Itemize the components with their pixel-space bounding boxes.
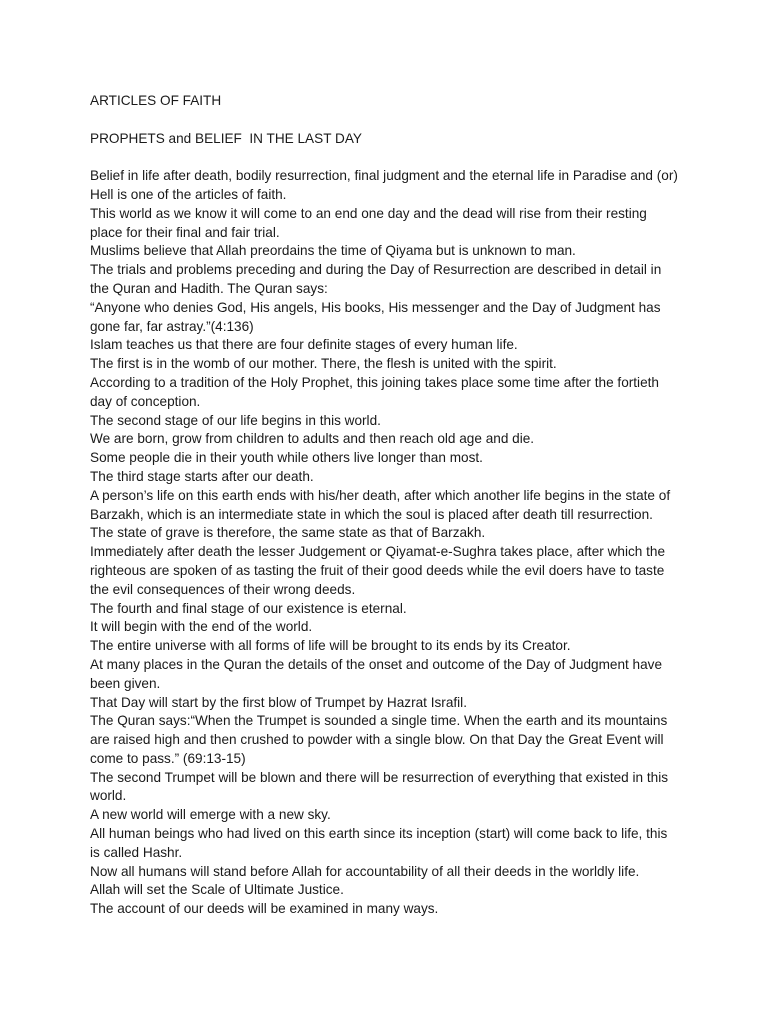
document-title: ARTICLES OF FAITH [90,93,222,108]
paragraph: Some people die in their youth while others live longer than most. [90,450,483,466]
paragraph: The state of grave is therefore, the same state as that of Barzakh. [90,525,486,541]
quote-paragraph: “Anyone who denies God, His angels, His books, His messenger and the Day of Judgment has gone far, far astray.”(4:136) [90,299,661,334]
paragraph: According to a tradition of the Holy Prophet, this joining takes place some time after the fortieth day of conception. [90,374,659,409]
document-page [90,92,680,919]
document-subtitle: PROPHETS and BELIEF IN THE LAST DAY [90,130,362,146]
paragraph: A person’s life on this earth ends with his/her death, after which another life begins in the state of Barzakh, which is an intermediate state in which the soul is placed after death till resurrection. [90,487,671,522]
paragraph: All human beings who had lived on this earth since its inception (start) will come back to life, this is called Hashr. [90,826,668,860]
paragraph: Now all humans will stand before Allah for accountability of all their deeds in the worldly life. [90,863,640,879]
paragraph: It will begin with the end of the world. [90,619,313,635]
paragraph: Islam teaches us that there are four definite stages of every human life. [90,337,518,353]
paragraph: The fourth and final stage of our existence is eternal. [90,600,407,616]
paragraph: We are born, grow from children to adults and then reach old age and die. [90,431,535,447]
paragraph: Muslims believe that Allah preordains the time of Qiyama but is unknown to man. [90,243,576,259]
paragraph: At many places in the Quran the details of the onset and outcome of the Day of Judgment have been given. [90,656,663,691]
paragraph: This world as we know it will come to an end one day and the dead will rise from their resting place for their final and fair trial. [90,205,647,240]
quote-paragraph: The Quran says:“When the Trumpet is sounded a single time. When the earth and its mountains are raised high and then crushed to powder with a single blow. On that Day the Great Event will come to pass.” (69:13-15) [90,713,668,766]
paragraph: A new world will emerge with a new sky. [90,807,331,823]
paragraph: Belief in life after death, bodily resurrection, final judgment and the eternal life in Paradise and (or) Hell is one of the articles of faith. [90,168,678,202]
paragraph: The trials and problems preceding and during the Day of Resurrection are described in detail in the Quran and Hadith. The Quran says: [90,262,662,296]
paragraph: Immediately after death the lesser Judgement or Qiyamat-e-Sughra takes place, after which the righteous are spoken of as tasting the fruit of their good deeds while the evil doers have to taste the evil consequences of their wrong deeds. [90,544,665,597]
paragraph: The second stage of our life begins in this world. [90,412,381,428]
paragraph: The account of our deeds will be examined in many ways. [90,901,439,917]
paragraph: That Day will start by the first blow of Trumpet by Hazrat Israfil. [90,694,467,710]
paragraph: The second Trumpet will be blown and there will be resurrection of everything that existed in this world. [90,769,669,804]
paragraph: The entire universe with all forms of life will be brought to its ends by its Creator. [90,638,571,654]
document-body [90,167,680,919]
paragraph: The first is in the womb of our mother. There, the flesh is united with the spirit. [90,356,557,372]
paragraph: The third stage starts after our death. [90,468,314,484]
paragraph: Allah will set the Scale of Ultimate Justice. [90,882,344,898]
